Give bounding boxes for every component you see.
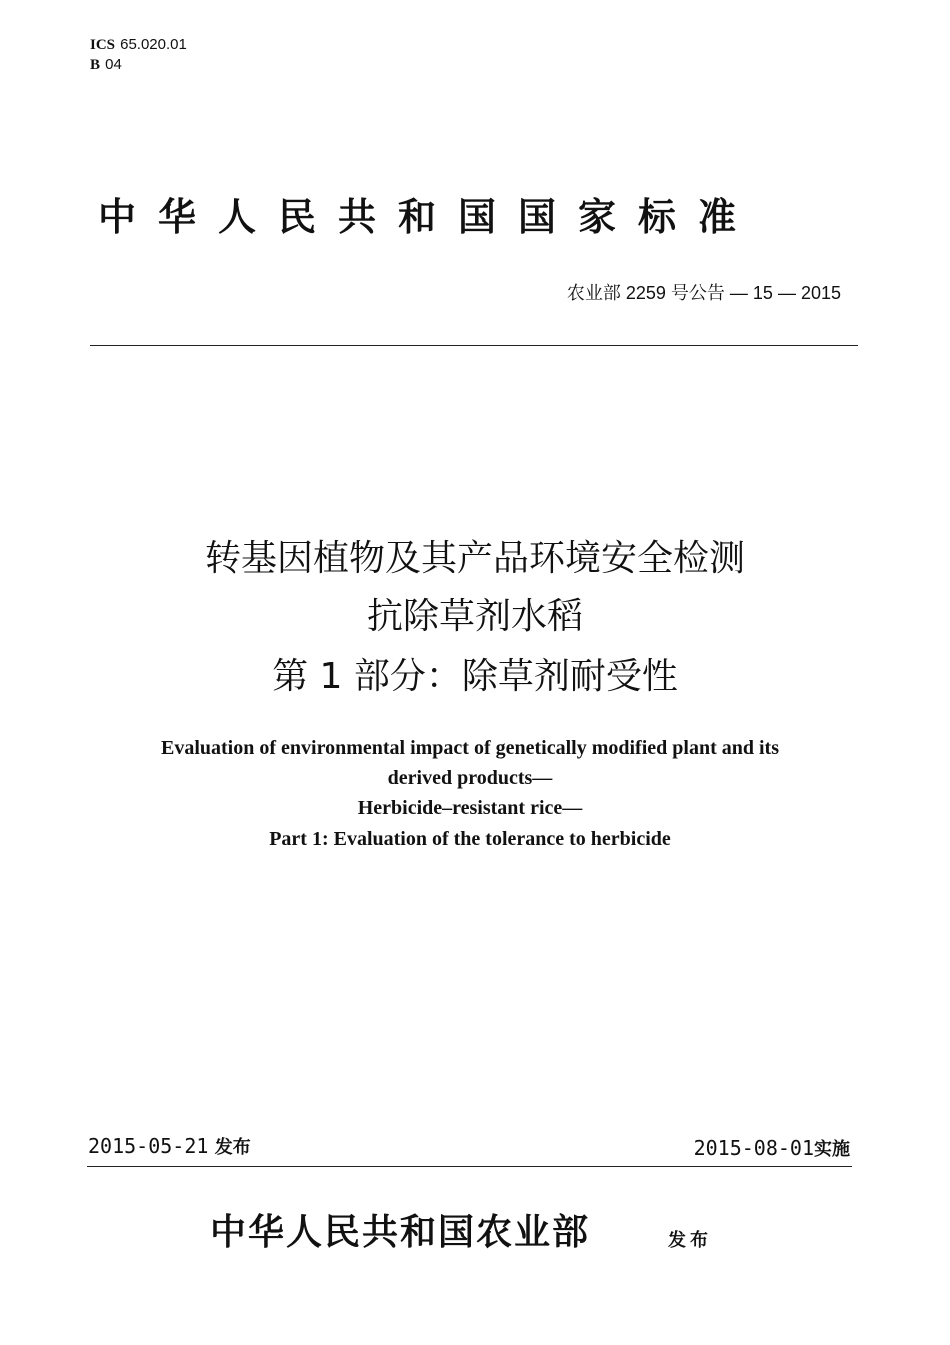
english-title-line-2: derived products— bbox=[387, 767, 553, 789]
implement-date: 2015-08-01 bbox=[693, 1136, 814, 1160]
english-title-line-1: Evaluation of environmental impact of genetically modified plant and its bbox=[161, 737, 779, 759]
issuing-label: 发布 bbox=[668, 1230, 712, 1251]
implement-date-block bbox=[694, 1135, 850, 1161]
ics-classification bbox=[90, 34, 187, 54]
national-standard-title: 中华人民共和国国家标准 bbox=[98, 195, 759, 239]
english-title-line-4: Part 1: Evaluation of the tolerance to herbicide bbox=[269, 828, 671, 850]
chinese-title-line-3: 第 1 部分：除草剂耐受性 bbox=[272, 656, 678, 697]
ics-label: ICS bbox=[90, 37, 116, 53]
issuing-authority: 中华人民共和国农业部 bbox=[210, 1211, 591, 1253]
standard-number: 农业部 2259 号公告 — 15 — 2015 bbox=[566, 283, 841, 303]
issue-date-block bbox=[88, 1133, 251, 1159]
bottom-divider bbox=[87, 1166, 852, 1167]
issue-date: 2015-05-21 bbox=[88, 1134, 209, 1158]
category-code: 04 bbox=[105, 56, 122, 73]
category-classification bbox=[90, 54, 122, 74]
top-divider bbox=[90, 345, 858, 346]
implement-label: 实施 bbox=[814, 1139, 850, 1160]
issue-label: 发布 bbox=[214, 1137, 251, 1158]
chinese-title-line-1: 转基因植物及其产品环境安全检测 bbox=[204, 538, 745, 579]
english-title-line-3: Herbicide–resistant rice— bbox=[357, 797, 583, 819]
ics-code: 65.020.01 bbox=[120, 36, 187, 53]
category-label: B bbox=[90, 57, 101, 73]
chinese-title-line-2: 抗除草剂水稻 bbox=[366, 596, 583, 637]
